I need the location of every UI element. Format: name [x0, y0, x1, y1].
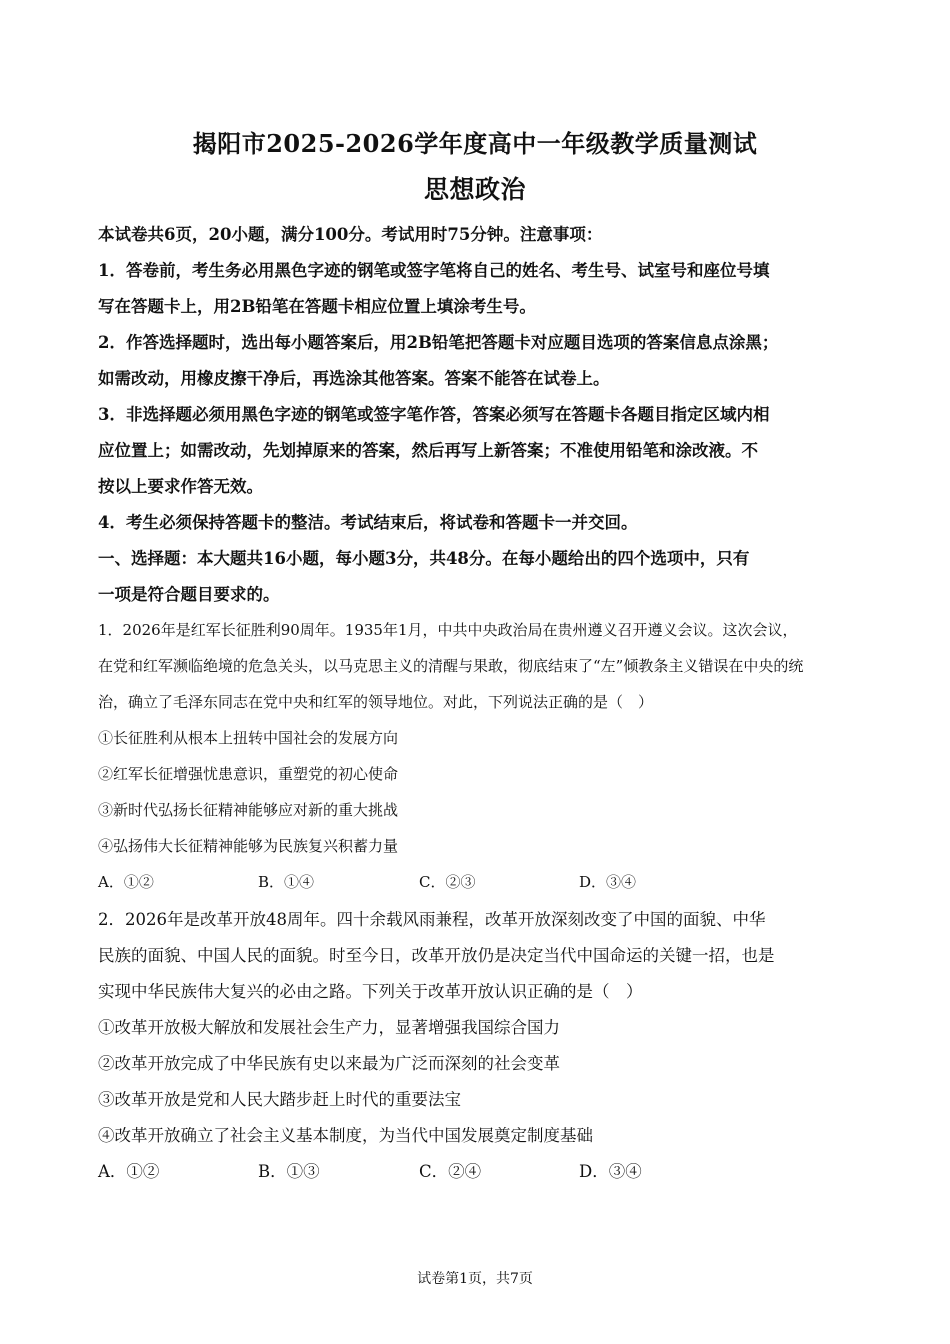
- q1-option-a: A．①②: [98, 873, 154, 891]
- q1-stem: 治，确立了毛泽东同志在党中央和红军的领导地位。对此，下列说法正确的是（ ）: [98, 693, 654, 711]
- instruction-line: 1．答卷前，考生务必用黑色字迹的钢笔或签字笔将自己的姓名、考生号、试室号和座位号填: [98, 261, 770, 280]
- page-footer: 试卷第1页，共7页: [417, 1271, 533, 1287]
- instruction-line: 如需改动，用橡皮擦干净后，再选涂其他答案。答案不能答在试卷上。: [98, 369, 610, 388]
- q1-item: ④弘扬伟大长征精神能够为民族复兴积蓄力量: [98, 837, 399, 855]
- q2-item: ①改革开放极大解放和发展社会生产力，显著增强我国综合国力: [98, 1018, 560, 1037]
- q1-stem: 在党和红军濒临绝境的危急关头，以马克思主义的清醒与果敢，彻底结束了“左”倾教条主义错误在中央的统: [98, 657, 804, 675]
- q2-item: ③改革开放是党和人民大踏步赶上时代的重要法宝: [98, 1090, 461, 1109]
- q1-option-b: B．①④: [258, 873, 315, 891]
- q2-option-b: B．①③: [258, 1162, 320, 1181]
- q2-stem: 实现中华民族伟大复兴的必由之路。下列关于改革开放认识正确的是（ ）: [98, 982, 643, 1001]
- section-heading: 一、选择题：本大题共16小题，每小题3分，共48分。在每小题给出的四个选项中，只有: [98, 549, 750, 568]
- instruction-line: 本试卷共6页，20小题，满分100分。考试用时75分钟。注意事项：: [98, 225, 603, 244]
- q2-options: [98, 1158, 798, 1184]
- q2-option-c: C．②④: [419, 1162, 482, 1181]
- q2-item: ④改革开放确立了社会主义基本制度，为当代中国发展奠定制度基础: [98, 1126, 593, 1145]
- subject-title: 思想政治: [423, 175, 526, 204]
- q1-item: ①长征胜利从根本上扭转中国社会的发展方向: [98, 729, 399, 747]
- q2-option-a: A．①②: [98, 1162, 160, 1181]
- instruction-line: 应位置上；如需改动，先划掉原来的答案，然后再写上新答案；不准使用铅笔和涂改液。不: [98, 441, 758, 460]
- exam-title: 揭阳市2025-2026学年度高中一年级教学质量测试: [192, 129, 758, 158]
- instruction-line: 按以上要求作答无效。: [98, 477, 263, 496]
- q1-option-d: D．③④: [579, 873, 637, 891]
- instruction-line: 2．作答选择题时，选出每小题答案后，用2B铅笔把答题卡对应题目选项的答案信息点涂黑；: [98, 333, 779, 352]
- instruction-line: 3．非选择题必须用黑色字迹的钢笔或签字笔作答，答案必须写在答题卡各题目指定区域内相: [98, 405, 770, 424]
- q2-stem: 民族的面貌、中国人民的面貌。时至今日，改革开放仍是决定当代中国命运的关键一招，也是: [98, 946, 775, 965]
- q2-item: ②改革开放完成了中华民族有史以来最为广泛而深刻的社会变革: [98, 1054, 560, 1073]
- q1-item: ②红军长征增强忧患意识，重塑党的初心使命: [98, 765, 399, 783]
- q1-options: [98, 871, 798, 897]
- q2-stem: 2．2026年是改革开放48周年。四十余载风雨兼程，改革开放深刻改变了中国的面貌、中华: [98, 910, 766, 929]
- section-heading: 一项是符合题目要求的。: [98, 585, 280, 604]
- instruction-line: 4．考生必须保持答题卡的整洁。考试结束后，将试卷和答题卡一并交回。: [98, 513, 638, 532]
- instruction-line: 写在答题卡上，用2B铅笔在答题卡相应位置上填涂考生号。: [98, 297, 536, 316]
- q1-stem: 1．2026年是红军长征胜利90周年。1935年1月，中共中央政治局在贵州遵义召开遵义会议。这次会议，: [98, 621, 798, 639]
- q1-item: ③新时代弘扬长征精神能够应对新的重大挑战: [98, 801, 399, 819]
- q1-option-c: C．②③: [419, 873, 476, 891]
- q2-option-d: D．③④: [579, 1162, 642, 1181]
